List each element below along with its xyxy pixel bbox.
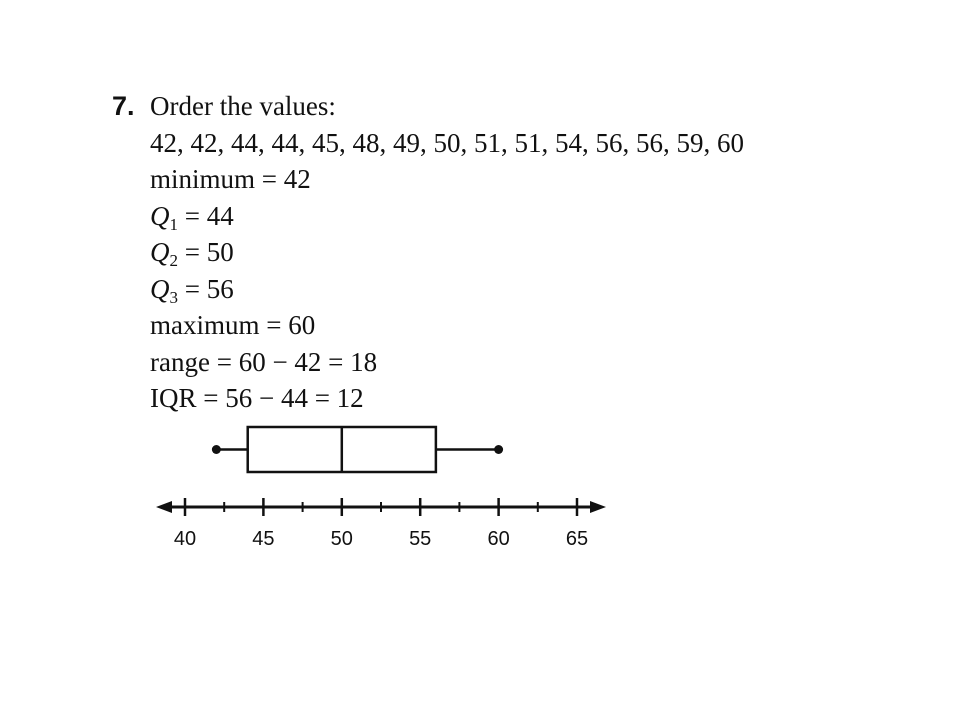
minimum-value: = 42 (261, 164, 311, 194)
q1-subscript: 1 (169, 214, 178, 234)
minimum-label: minimum (150, 164, 256, 194)
maximum-label: maximum (150, 310, 260, 340)
q2-symbol: $Q_2$ (150, 237, 178, 270)
iqr-label: IQR (150, 383, 197, 413)
iqr-value: = 56 − 44 = 12 (203, 383, 364, 413)
axis-arrow-right (590, 501, 606, 513)
q1-value: = 44 (184, 200, 234, 231)
q2-subscript: 2 (169, 251, 178, 270)
tick-label-50: 50 (330, 528, 353, 550)
maximum-value: = 60 (266, 310, 316, 340)
range-label: range (150, 346, 210, 377)
max-point (494, 445, 503, 454)
range-value: = 60 − 42 = 18 (216, 346, 378, 377)
tick-label-55: 55 (409, 528, 432, 550)
heading-line: Order the values: (150, 91, 336, 121)
q3-subscript: 3 (169, 287, 178, 307)
min-point (212, 445, 221, 454)
q3-symbol: $Q_3$ (150, 273, 178, 307)
tick-label-65: 65 (565, 528, 589, 550)
q3-value: = 56 (184, 273, 234, 304)
tick-label-45: 45 (252, 528, 275, 550)
tick-label-40: 40 (173, 528, 197, 550)
tick-label-60: 60 (487, 528, 510, 550)
q2-value: = 50 (184, 237, 234, 267)
problem-number: 7. (112, 91, 135, 121)
q1-symbol: $Q_1$ (150, 200, 178, 234)
axis-arrow-left (156, 501, 172, 513)
ordered-values-line: 42, 42, 44, 44, 45, 48, 49, 50, 51, 51, 54, 56, 56, 59, 60 (150, 127, 744, 158)
